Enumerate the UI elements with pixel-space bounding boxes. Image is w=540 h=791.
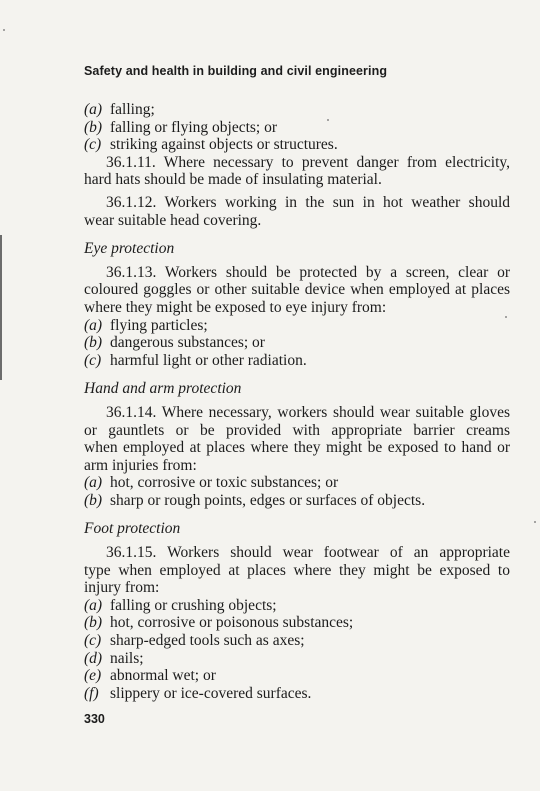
- list-item: [84, 119, 510, 137]
- paragraph-line: when employed at places where they might be exposed to hand or: [84, 439, 510, 457]
- list-item: [84, 352, 510, 370]
- body-text: [84, 101, 510, 702]
- paragraph-line: or gauntlets or be provided with appropriate barrier creams: [84, 421, 510, 439]
- paragraph-line: coloured goggles or other suitable device when employed at places: [84, 281, 510, 299]
- list-marker: (a): [84, 596, 103, 614]
- list-marker: (e): [84, 667, 102, 685]
- list-item: [84, 101, 510, 119]
- section-heading-foot: Foot protection: [84, 520, 181, 538]
- list-item: [84, 334, 510, 352]
- list-item-text: slippery or ice-covered surfaces.: [110, 684, 312, 702]
- list-item-text: falling or crushing objects;: [110, 596, 277, 614]
- list-marker: (a): [84, 316, 103, 334]
- paragraph-36-1-12: [84, 194, 510, 229]
- paragraph-line: where they might be exposed to eye injury from:: [84, 298, 387, 316]
- list-item: [84, 685, 510, 703]
- list-item: [84, 667, 510, 685]
- list-item: [84, 492, 510, 510]
- paragraph-line: hard hats should be made of insulating material.: [84, 171, 382, 189]
- list-item-text: dangerous substances; or: [110, 334, 265, 352]
- paragraph-line: 36.1.15. Workers should wear footwear of an appropriate: [106, 544, 510, 562]
- list-marker: (c): [84, 136, 102, 154]
- list-item-text: striking against objects or structures.: [110, 136, 338, 154]
- paragraph-36-1-13: [84, 264, 510, 317]
- list-item-text: flying particles;: [110, 316, 208, 334]
- list-item: [84, 650, 510, 668]
- paragraph-line: wear suitable head covering.: [84, 211, 262, 229]
- section-heading-hand: Hand and arm protection: [84, 380, 242, 398]
- section-heading-eye: Eye protection: [84, 240, 175, 258]
- scan-speck: [3, 29, 5, 31]
- list-item-text: nails;: [110, 649, 144, 667]
- scan-speck: [534, 521, 536, 523]
- list-item: [84, 474, 510, 492]
- paragraph-line: type when employed at places where they might be exposed to: [84, 561, 510, 579]
- list-item-text: sharp or rough points, edges or surfaces of objects.: [110, 491, 426, 509]
- list-marker: (d): [84, 649, 103, 667]
- paragraph-line: 36.1.14. Where necessary, workers should wear suitable gloves: [106, 403, 510, 421]
- list-item: [84, 597, 510, 615]
- list-item-text: falling;: [110, 101, 155, 118]
- running-head: Safety and health in building and civil engineering: [84, 64, 388, 78]
- list-item-text: harmful light or other radiation.: [110, 351, 307, 369]
- list-item-text: falling or flying objects; or: [110, 118, 278, 136]
- list-item-text: sharp-edged tools such as axes;: [110, 632, 305, 650]
- list-marker: (c): [84, 632, 102, 650]
- paragraph-36-1-15: [84, 544, 510, 597]
- paragraph-line: 36.1.13. Workers should be protected by a screen, clear or: [106, 263, 510, 281]
- list-marker: (c): [84, 351, 102, 369]
- list-item-text: hot, corrosive or toxic substances; or: [110, 474, 339, 492]
- list-item: [84, 317, 510, 335]
- paragraph-line: arm injuries from:: [84, 456, 197, 474]
- list-marker: (b): [84, 118, 103, 136]
- page-number: 330: [84, 712, 105, 726]
- list-item: [84, 632, 510, 650]
- list-marker: (a): [84, 474, 103, 492]
- list-item: [84, 614, 510, 632]
- paragraph-line: 36.1.12. Workers working in the sun in hot weather should: [106, 193, 510, 211]
- scan-margin-bar: [0, 235, 2, 380]
- list-marker: (a): [84, 101, 103, 118]
- list-item: [84, 136, 510, 154]
- paragraph-36-1-14: [84, 404, 510, 474]
- paragraph-36-1-11: [84, 154, 510, 189]
- list-marker: (b): [84, 614, 103, 632]
- list-marker: (f): [84, 684, 99, 702]
- list-marker: (b): [84, 334, 103, 352]
- paragraph-line: 36.1.11. Where necessary to prevent danger from electricity,: [106, 153, 510, 171]
- paragraph-line: injury from:: [84, 579, 160, 597]
- list-item-text: hot, corrosive or poisonous substances;: [110, 614, 354, 632]
- list-item-text: abnormal wet; or: [110, 667, 216, 685]
- list-marker: (b): [84, 491, 103, 509]
